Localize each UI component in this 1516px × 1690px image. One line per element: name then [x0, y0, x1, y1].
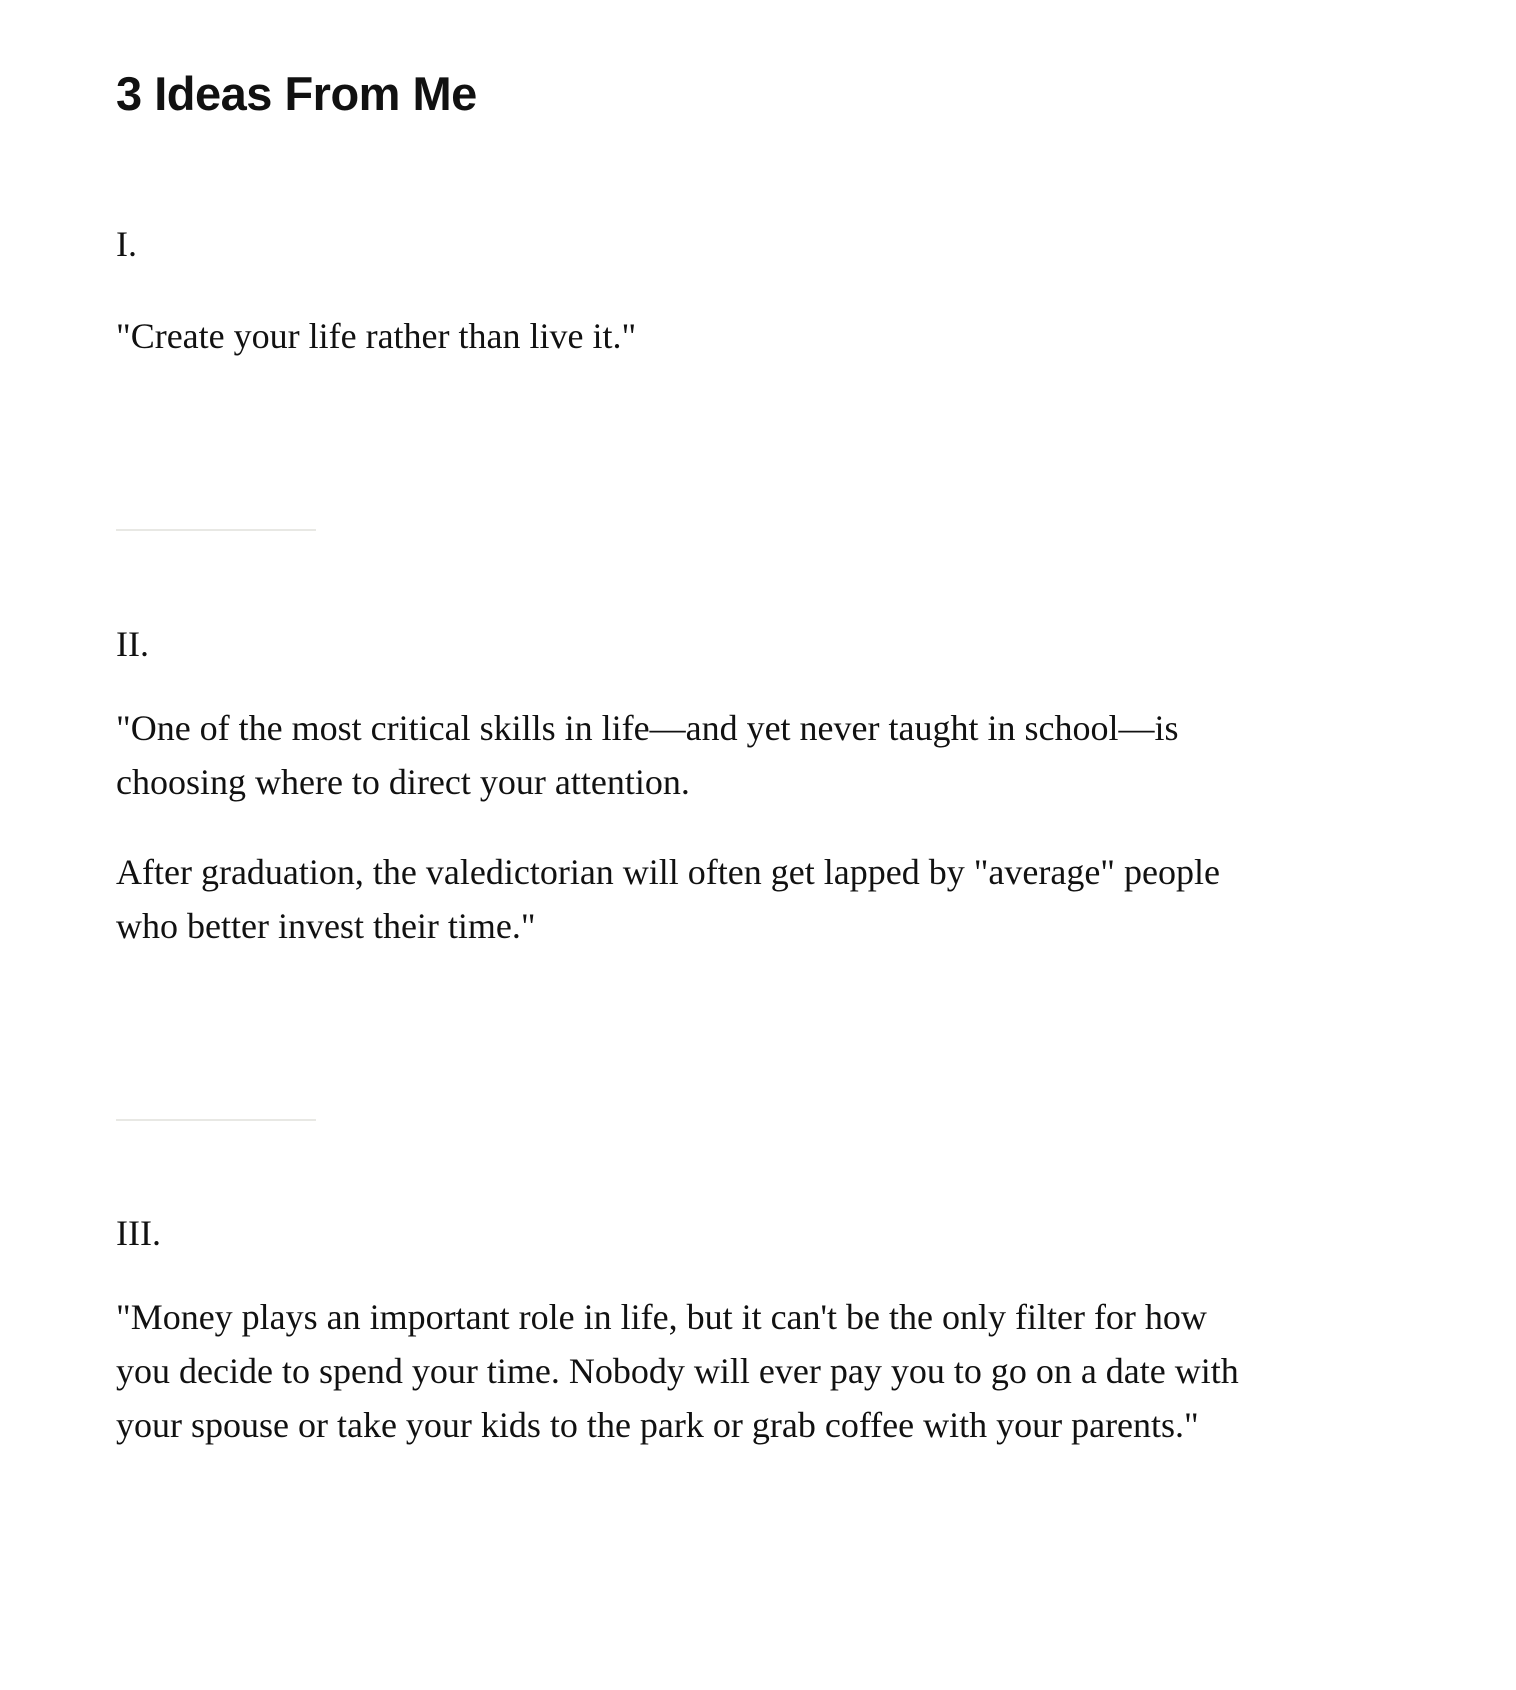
idea-numeral: II.: [116, 624, 149, 664]
idea-section-3: [116, 1211, 1346, 1255]
idea-quote: "Money plays an important role in life, but it can't be the only filter for how you decide to spend your time. Nobody will ever pay you to go on a date with your spouse or take your kids to the park or grab coffee with your parents.": [116, 1297, 1239, 1445]
idea-quote: "Create your life rather than live it.": [116, 316, 637, 356]
section-divider: [116, 1119, 316, 1121]
idea-body-2: [116, 701, 1266, 953]
idea-quote: "One of the most critical skills in life—and yet never taught in school—is choosing where to direct your attention.: [116, 708, 1179, 802]
idea-body-3: [116, 1290, 1266, 1452]
idea-section-2: [116, 622, 1346, 666]
section-divider: [116, 529, 316, 531]
idea-numeral: I.: [116, 224, 137, 264]
idea-numeral: III.: [116, 1213, 161, 1253]
page-title: 3 Ideas From Me: [116, 67, 477, 120]
idea-section-1: [116, 222, 1346, 266]
idea-body-1: [116, 309, 1346, 363]
idea-quote: After graduation, the valedictorian will often get lapped by "average" people who better invest their time.": [116, 852, 1220, 946]
